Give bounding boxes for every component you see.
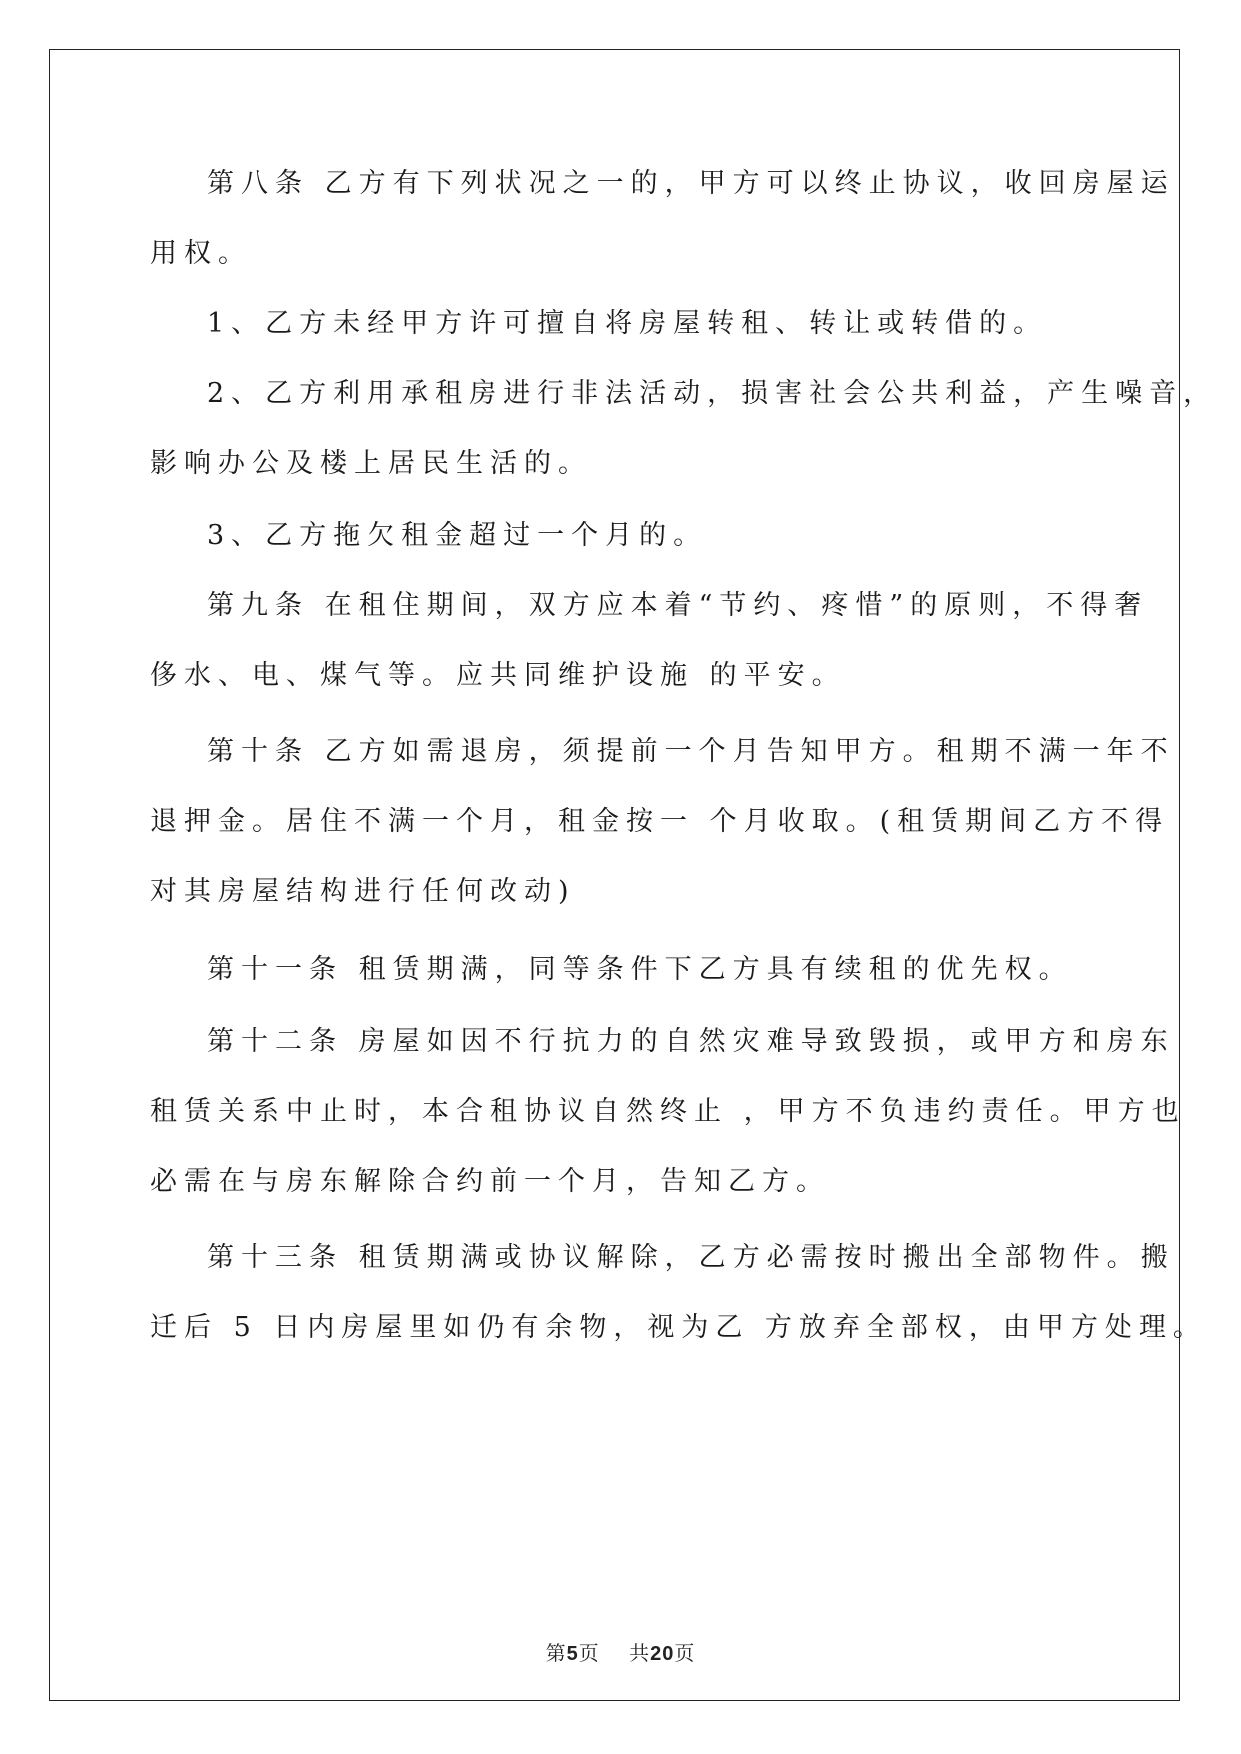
paragraph-item-2 [150, 370, 1217, 488]
paragraph-item-1 [150, 300, 1047, 348]
paragraph-item-3 [150, 512, 707, 560]
page-suffix: 页 [578, 1641, 600, 1665]
paragraph-article-13 [150, 1234, 1207, 1352]
total-prefix: 共 [629, 1641, 651, 1665]
text-line: 第九条 在租住期间，双方应本着“节约、疼惜”的原则，不得奢 [207, 590, 1149, 621]
text-line: 退押金。居住不满一个月，租金按一 个月收取。(租赁期间乙方不得 [150, 806, 1170, 837]
text-line: 2、乙方利用承租房进行非法活动，损害社会公共利益，产生噪音， [207, 378, 1218, 409]
paragraph-article-9 [150, 582, 1148, 700]
text-line: 第八条 乙方有下列状况之一的，甲方可以终止协议，收回房屋运 [207, 168, 1175, 199]
page-footer [0, 1637, 1241, 1666]
text-line: 迁后 5 日内房屋里如仍有余物，视为乙 方放弃全部权，由甲方处理。 [150, 1312, 1207, 1343]
paragraph-article-10 [150, 728, 1175, 916]
page-number: 5 [566, 1643, 579, 1665]
paragraph-article-12 [150, 1018, 1186, 1206]
text-line: 对其房屋结构进行任何改动) [150, 876, 576, 907]
text-line: 影响办公及楼上居民生活的。 [150, 448, 592, 479]
text-line: 第十二条 房屋如因不行抗力的自然灾难导致毁损，或甲方和房东 [207, 1026, 1175, 1057]
total-pages: 20 [650, 1643, 675, 1665]
text-line: 第十一条 租赁期满，同等条件下乙方具有续租的优先权。 [207, 954, 1073, 985]
text-line: 第十条 乙方如需退房，须提前一个月告知甲方。租期不满一年不 [207, 736, 1175, 767]
paragraph-article-8 [150, 160, 1175, 278]
text-line: 侈水、电、煤气等。应共同维护设施 的平安。 [150, 660, 846, 691]
text-line: 必需在与房东解除合约前一个月，告知乙方。 [150, 1166, 830, 1197]
page-prefix: 第 [545, 1641, 567, 1665]
text-line: 3、乙方拖欠租金超过一个月的。 [207, 520, 708, 551]
text-line: 租赁关系中止时，本合租协议自然终止 ，甲方不负违约责任。甲方也 [150, 1096, 1186, 1127]
total-suffix: 页 [674, 1641, 696, 1665]
paragraph-article-11 [150, 946, 1073, 994]
text-line: 用权。 [150, 238, 252, 269]
text-line: 第十三条 租赁期满或协议解除，乙方必需按时搬出全部物件。搬 [207, 1242, 1175, 1273]
text-line: 1、乙方未经甲方许可擅自将房屋转租、转让或转借的。 [207, 308, 1048, 339]
